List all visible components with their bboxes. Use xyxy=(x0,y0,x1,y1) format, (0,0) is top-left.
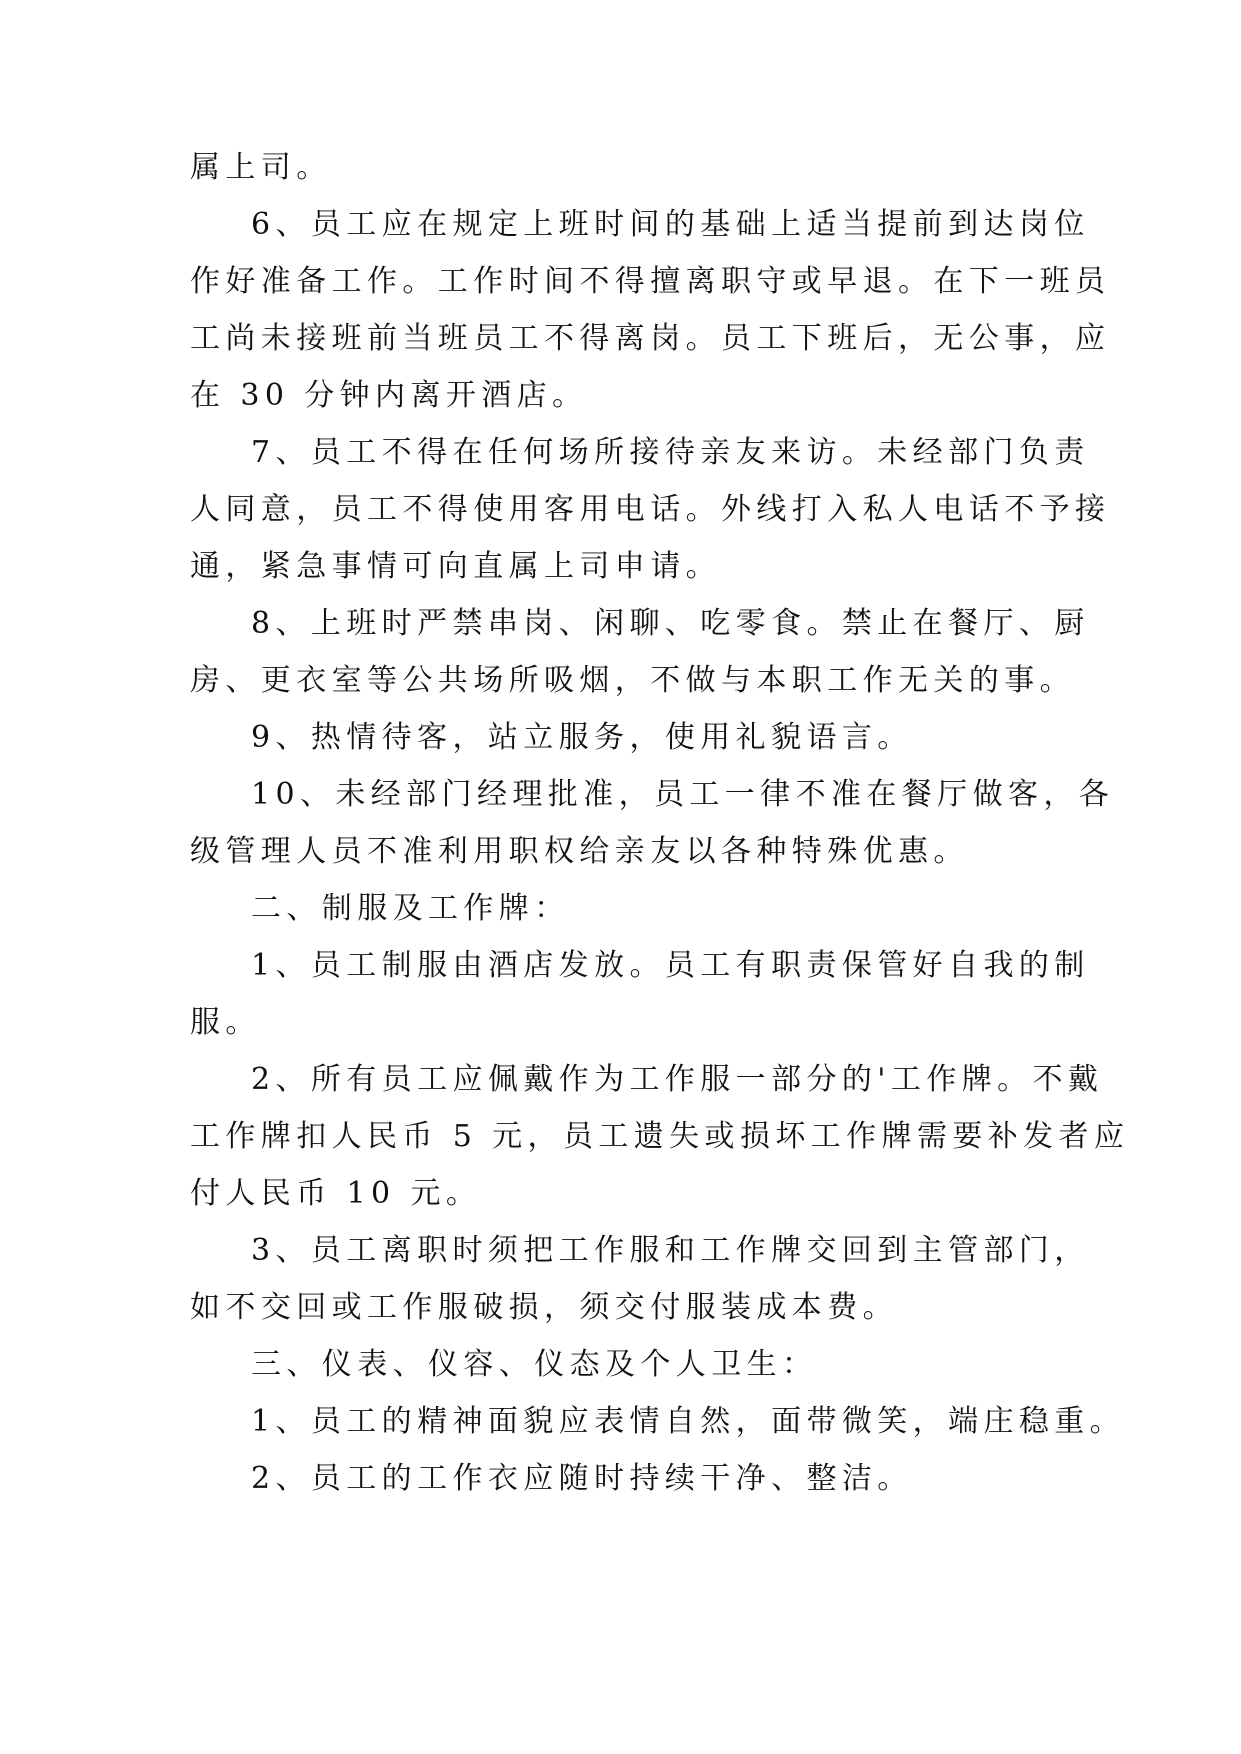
text-line: 级管理人员不准利用职权给亲友以各种特殊优惠。 xyxy=(190,834,969,869)
text-line: 8、上班时严禁串岗、闲聊、吃零食。禁止在餐厅、厨 xyxy=(251,606,1090,641)
text-line: 1、员工制服由酒店发放。员工有职责保管好自我的制 xyxy=(251,948,1090,983)
text-line: 付人民币 10 元。 xyxy=(190,1176,482,1211)
text-line: 6、员工应在规定上班时间的基础上适当提前到达岗位 xyxy=(251,207,1090,242)
section-heading: 三、仪表、仪容、仪态及个人卫生： xyxy=(251,1347,818,1382)
text-line: 2、员工的工作衣应随时持续干净、整洁。 xyxy=(251,1461,913,1496)
text-line: 人同意，员工不得使用客用电话。外线打入私人电话不予接 xyxy=(190,492,1111,527)
text-line: 9、热情待客，站立服务，使用礼貌语言。 xyxy=(251,720,913,755)
text-line: 服。 xyxy=(190,1005,261,1040)
text-line: 在 30 分钟内离开酒店。 xyxy=(190,378,588,413)
text-line: 作好准备工作。工作时间不得擅离职守或早退。在下一班员 xyxy=(190,264,1111,299)
text-line: 7、员工不得在任何场所接待亲友来访。未经部门负责 xyxy=(251,435,1090,470)
text-line: 工尚未接班前当班员工不得离岗。员工下班后，无公事，应 xyxy=(190,321,1111,356)
text-line: 通，紧急事情可向直属上司申请。 xyxy=(190,549,721,584)
text-line: 如不交回或工作服破损，须交付服装成本费。 xyxy=(190,1290,898,1325)
text-line: 工作牌扣人民币 5 元，员工遗失或损坏工作牌需要补发者应 xyxy=(190,1119,1130,1154)
text-line: 属上司。 xyxy=(190,150,332,185)
text-line: 房、更衣室等公共场所吸烟，不做与本职工作无关的事。 xyxy=(190,663,1075,698)
section-heading: 二、制服及工作牌： xyxy=(251,891,570,926)
text-line: 1、员工的精神面貌应表情自然，面带微笑，端庄稳重。 xyxy=(251,1404,1126,1439)
text-line: 2、所有员工应佩戴作为工作服一部分的'工作牌。不戴 xyxy=(251,1062,1104,1097)
text-line: 10、未经部门经理批准，员工一律不准在餐厅做客，各 xyxy=(251,777,1115,812)
text-line: 3、员工离职时须把工作服和工作牌交回到主管部门， xyxy=(251,1233,1090,1268)
